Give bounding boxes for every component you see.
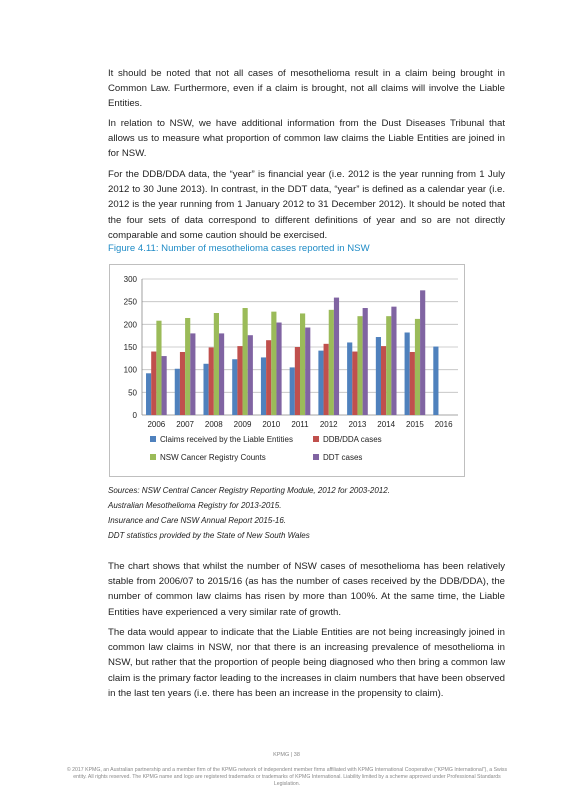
bar	[237, 346, 242, 415]
x-tick-label: 2014	[377, 420, 396, 429]
x-tick-label: 2013	[348, 420, 367, 429]
bar	[266, 340, 271, 415]
bar	[248, 335, 253, 415]
sources-block	[108, 483, 390, 543]
chart-container	[109, 264, 465, 477]
bar	[329, 310, 334, 415]
bar	[391, 307, 396, 415]
bar	[363, 308, 368, 415]
x-tick-label: 2012	[319, 420, 338, 429]
y-tick-label: 200	[123, 320, 137, 330]
bar	[175, 369, 180, 415]
legend-label: NSW Cancer Registry Counts	[160, 453, 266, 462]
bar	[214, 313, 219, 415]
source-line: Sources: NSW Central Cancer Registry Reporting Module, 2012 for 2003-2012.	[108, 486, 390, 495]
bar	[295, 347, 300, 415]
bar	[347, 342, 352, 415]
legend-swatch	[150, 436, 156, 442]
legend-swatch	[313, 454, 319, 460]
bar	[261, 357, 266, 415]
x-tick-label: 2016	[434, 420, 453, 429]
legend-swatch	[150, 454, 156, 460]
bar-chart	[110, 265, 464, 476]
paragraph-1: It should be noted that not all cases of mesothelioma result in a claim being brought in Common Law. Furthermore, even if a claim is brought, not all claims will involve the Liable Entities.	[108, 68, 505, 110]
x-tick-label: 2010	[262, 420, 281, 429]
bar	[305, 328, 310, 415]
bar	[420, 290, 425, 415]
source-line: Insurance and Care NSW Annual Report 2015-16.	[108, 516, 287, 525]
bar	[185, 318, 190, 415]
x-tick-label: 2008	[204, 420, 223, 429]
bar	[156, 321, 161, 415]
source-line: DDT statistics provided by the State of New South Wales	[108, 531, 310, 540]
bar	[433, 347, 438, 415]
x-tick-label: 2009	[233, 420, 252, 429]
source-line: Australian Mesothelioma Registry for 2013-2015.	[108, 501, 282, 510]
bar	[352, 352, 357, 415]
x-tick-label: 2007	[176, 420, 194, 429]
y-tick-label: 300	[123, 275, 137, 284]
legend-swatch	[313, 436, 319, 442]
copyright-footer: © 2017 KPMG, an Australian partnership and a member firm of the KPMG network of independent member firms affiliated with KPMG International Cooperative (“KPMG International”), a Swiss entity. All rights reserved. The KPMG name and logo are registered trademarks or trademarks of KPMG International. Liability limited by a scheme approved under Professional Standards Legislation.	[66, 767, 508, 787]
bar	[410, 352, 415, 415]
bar	[334, 298, 339, 415]
bar	[376, 337, 381, 415]
bar	[290, 367, 295, 415]
y-tick-label: 250	[123, 297, 137, 307]
bar	[219, 333, 224, 415]
y-tick-label: 0	[132, 411, 137, 420]
y-tick-label: 100	[123, 365, 137, 375]
bar	[151, 352, 156, 415]
bar	[190, 333, 195, 415]
bar	[357, 316, 362, 415]
x-tick-label: 2006	[147, 420, 166, 429]
bar	[243, 308, 248, 415]
legend-label: DDT cases	[323, 453, 363, 462]
x-tick-label: 2015	[406, 420, 424, 429]
y-tick-label: 50	[128, 388, 137, 398]
bar	[146, 373, 151, 415]
bar	[381, 346, 386, 415]
bar	[203, 364, 208, 415]
paragraph-4: The chart shows that whilst the number of NSW cases of mesothelioma has been relatively stable from 2006/07 to 2015/16 (as has the number of cases received by the DDB/DDA), the number of common law claims has risen by more than 100%. At the same time, the Liable Entities have experienced a very similar rate of growth.	[108, 561, 505, 618]
bar	[232, 359, 237, 415]
bar	[324, 344, 329, 415]
bar	[415, 319, 420, 415]
bar	[318, 351, 323, 415]
bar	[405, 332, 410, 415]
legend-label: DDB/DDA cases	[323, 435, 382, 444]
legend-label: Claims received by the Liable Entities	[160, 435, 293, 444]
page-number: KPMG | 38	[273, 752, 300, 758]
paragraph-2: In relation to NSW, we have additional information from the Dust Diseases Tribunal that allows us to measure what proportion of common law claims the Liable Entities are joined in for NSW.	[108, 118, 505, 160]
bar	[180, 352, 185, 415]
bar	[276, 323, 281, 415]
figure-caption: Figure 4.11: Number of mesothelioma cases reported in NSW	[108, 243, 370, 254]
y-tick-label: 150	[123, 343, 137, 352]
bar	[300, 313, 305, 415]
x-tick-label: 2011	[291, 420, 309, 429]
paragraph-3: For the DDB/DDA data, the “year” is financial year (i.e. 2012 is the year running from 1 July 2012 to 30 June 2013). In contrast, in the DDT data, “year” is defined as a calendar year (i.e. 2012 is the year running from 1 January 2012 to 31 December 2012). It should be noted that the four sets of data correspond to different definitions of year and so are not directly comparable and some caution should be exercised.	[108, 169, 505, 241]
paragraph-5: The data would appear to indicate that the Liable Entities are not being increasingly joined in common law claims in NSW, nor that there is an increasing prevalence of mesothelioma in NSW, but rather that the proportion of people being diagnosed who then bring a common law claim is the primary factor leading to the increases in claim numbers that have been observed in the last ten years (i.e. there has been an increase in the propensity to claim).	[108, 627, 505, 699]
bar	[209, 347, 214, 415]
bar	[271, 312, 276, 415]
bar	[162, 356, 167, 415]
bar	[386, 316, 391, 415]
